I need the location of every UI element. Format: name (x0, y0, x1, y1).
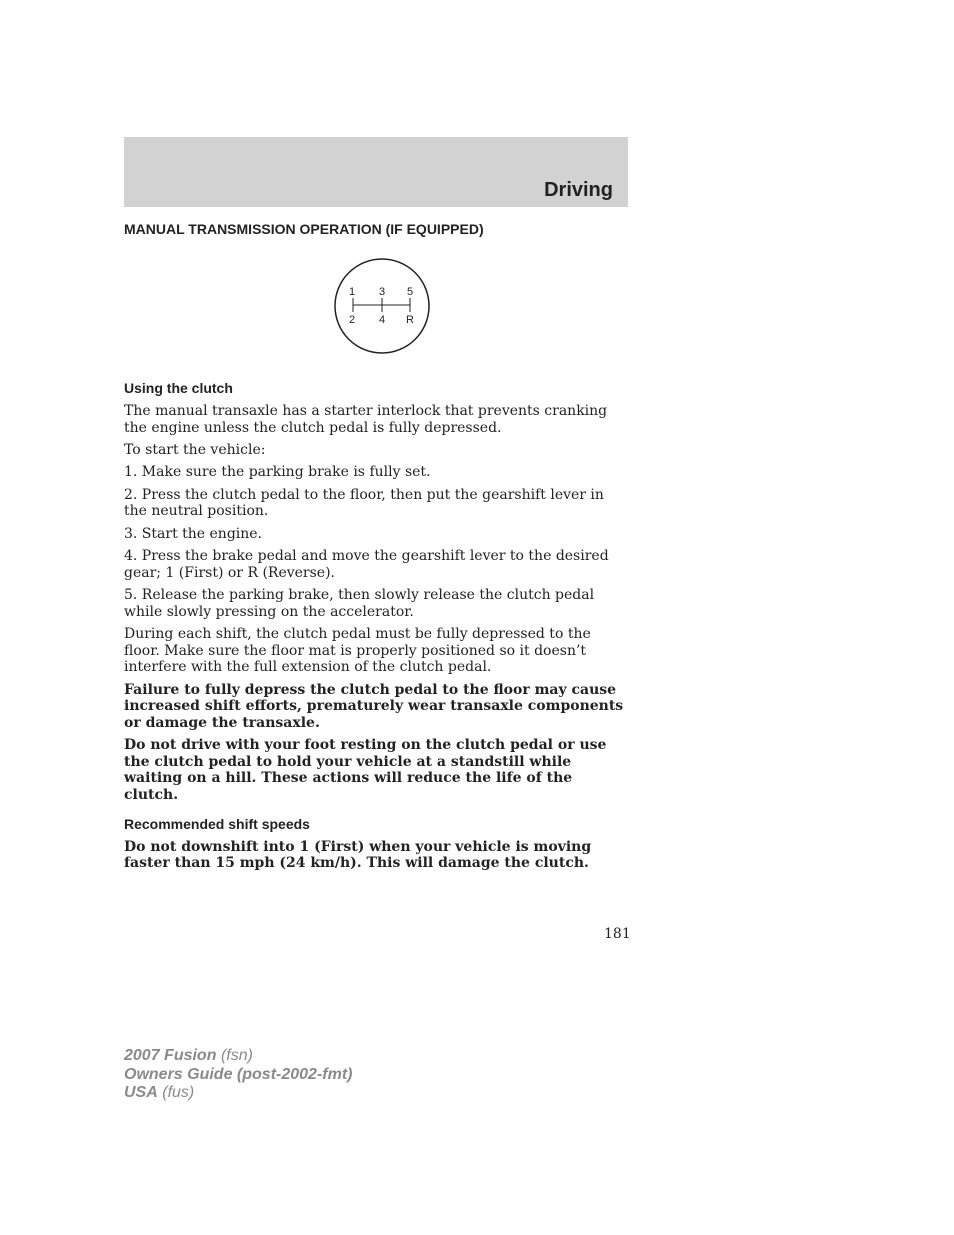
footer-region: USA (124, 1084, 158, 1101)
gearshift-pattern-diagram (333, 257, 431, 355)
footer-region-code: (fus) (162, 1084, 195, 1101)
gear-label-3: 3 (378, 286, 386, 298)
warning-downshift: Do not downshift into 1 (First) when your vehicle is moving faster than 15 mph (24 km/h). This will damage the clutch. (124, 838, 592, 872)
footer-model-code: (fsn) (220, 1047, 253, 1064)
warning-depress-clutch: Failure to fully depress the clutch pedal to the floor may cause increased shift efforts, prematurely wear transaxle components or damage the transaxle. (124, 681, 624, 731)
footer-line-1 (124, 1047, 352, 1066)
section-title: MANUAL TRANSMISSION OPERATION (IF EQUIPPED) (124, 221, 484, 237)
step-1: 1. Make sure the parking brake is fully set. (124, 464, 431, 481)
section-header-band (124, 137, 628, 207)
footer-model: 2007 Fusion (124, 1047, 217, 1064)
subheading-using-clutch: Using the clutch (124, 380, 233, 396)
step-5: 5. Release the parking brake, then slowly release the clutch pedal while slowly pressing on the accelerator. (124, 587, 595, 620)
section-header-title: Driving (544, 179, 613, 201)
subheading-shift-speeds: Recommended shift speeds (124, 815, 310, 832)
gear-label-2: 2 (348, 314, 356, 326)
gear-label-1: 1 (348, 286, 356, 298)
page-number: 181 (604, 926, 631, 942)
warning-foot-resting: Do not drive with your foot resting on the clutch pedal or use the clutch pedal to hold your vehicle at a standstill while waiting on a hill. These actions will reduce the life of the clutch. (124, 737, 607, 804)
document-footer (124, 1047, 352, 1103)
gear-label-r: R (406, 314, 414, 326)
step-3: 3. Start the engine. (124, 525, 263, 542)
main-content (124, 380, 630, 878)
footer-line-2 (124, 1066, 352, 1085)
footer-guide: Owners Guide (post-2002-fmt) (124, 1065, 353, 1083)
paragraph-each-shift: During each shift, the clutch pedal must be fully depressed to the floor. Make sure the floor mat is properly positioned so it doesn’t interfere with the full extension of the clutch pedal. (124, 626, 591, 676)
gear-label-4: 4 (378, 314, 386, 326)
paragraph-start-intro: To start the vehicle: (124, 441, 266, 458)
paragraph-interlock: The manual transaxle has a starter interlock that prevents cranking the engine unless the clutch pedal is fully depressed. (124, 403, 608, 436)
footer-line-3 (124, 1084, 352, 1103)
step-4: 4. Press the brake pedal and move the gearshift lever to the desired gear; 1 (First) or R (Reverse). (124, 548, 609, 581)
step-2: 2. Press the clutch pedal to the floor, then put the gearshift lever in the neutral position. (124, 486, 604, 520)
gear-label-5: 5 (406, 286, 414, 298)
